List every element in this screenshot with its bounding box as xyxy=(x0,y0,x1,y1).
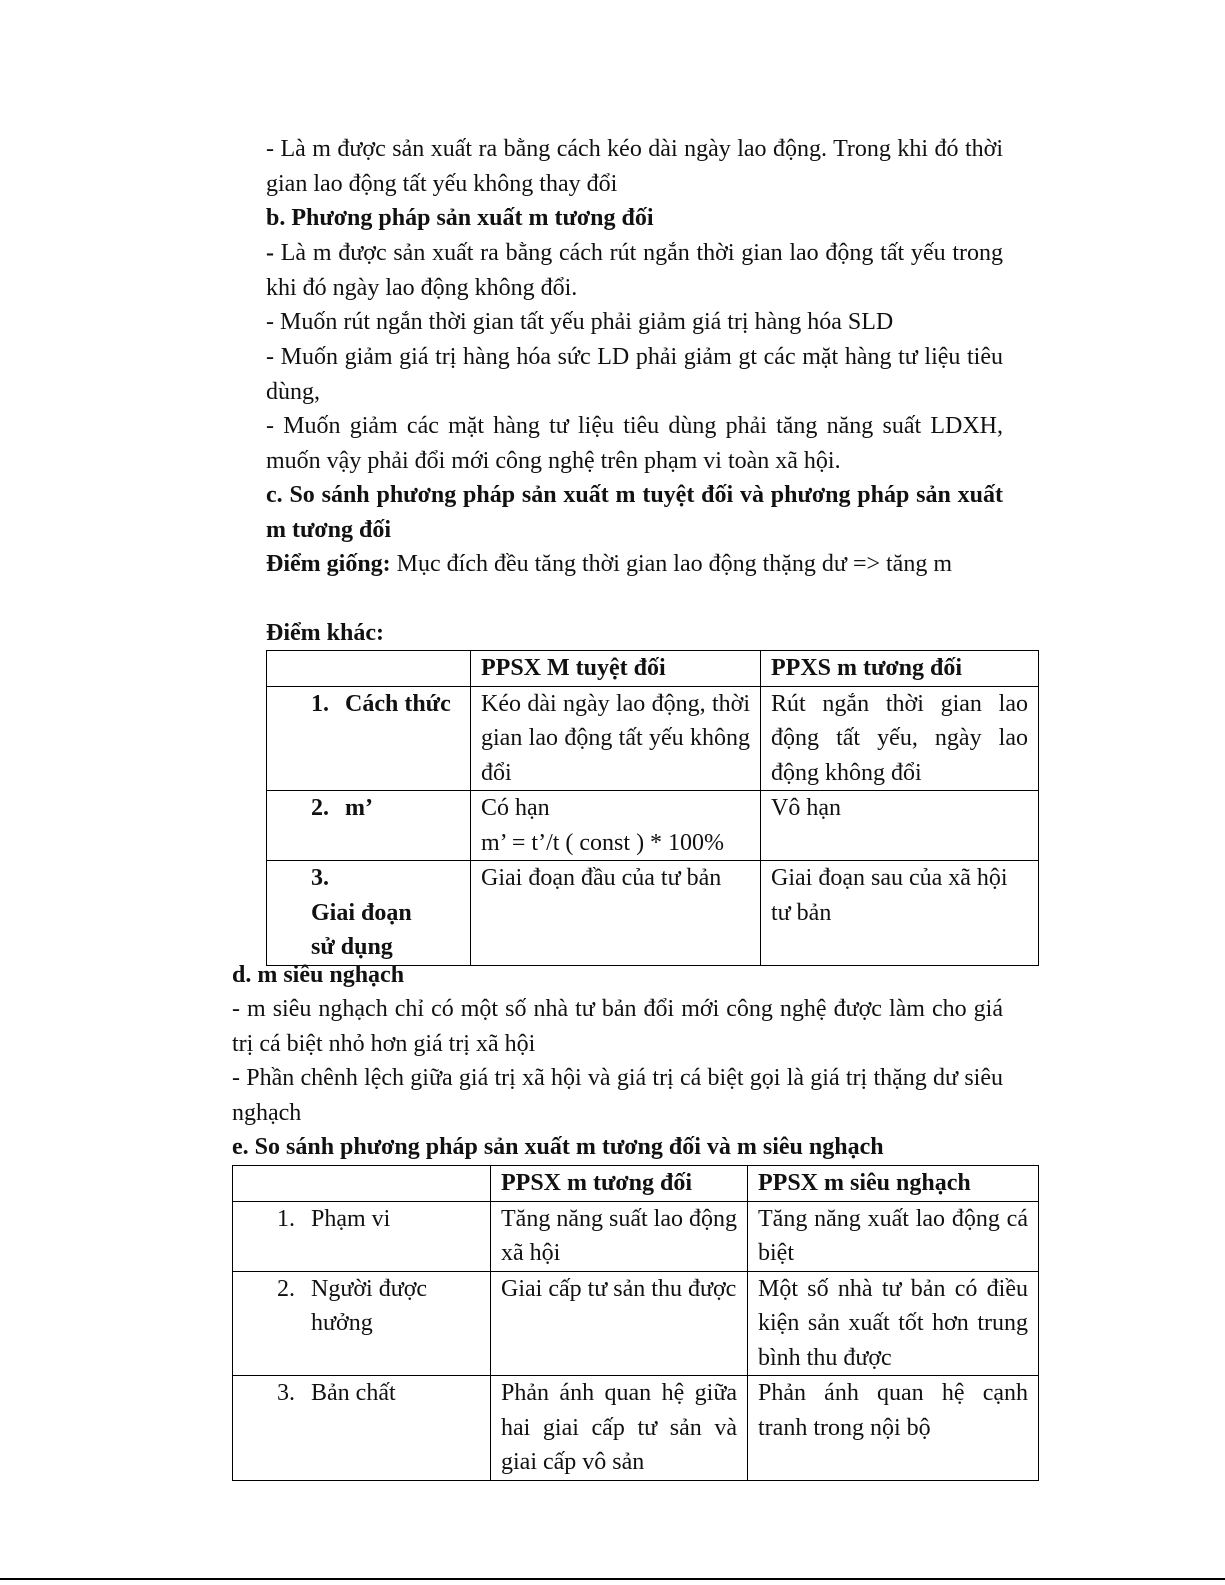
heading-b-text: b. Phương pháp sản xuất m tương đối xyxy=(266,205,654,231)
table-header-cell: PPSX M tuyệt đối xyxy=(471,651,761,687)
paragraph-shorten-time xyxy=(266,305,1006,340)
table-header-row xyxy=(233,1166,1039,1202)
table-cell: Tăng năng xuất lao động cá biệt xyxy=(748,1201,1039,1271)
row-label: m’ xyxy=(345,795,373,821)
heading-e-text: e. So sánh phương pháp sản xuất m tương đối và m siêu nghạch xyxy=(232,1134,884,1160)
table-header-cell: PPSX m siêu nghạch xyxy=(748,1166,1039,1202)
row-label: Người được hưởng xyxy=(311,1275,428,1336)
paragraph-relative-m xyxy=(266,236,1003,305)
row-number: 3. xyxy=(311,865,329,891)
row-number: 1. xyxy=(311,690,329,717)
similarity-label: Điểm giống: xyxy=(266,551,391,577)
comparison-table-relative-super xyxy=(232,1165,1039,1481)
table-header-cell: PPSX m tương đối xyxy=(491,1166,748,1202)
row-number: 2. xyxy=(277,1275,295,1302)
table-cell: Giai đoạn sau của xã hội tư bản xyxy=(761,861,1039,966)
table-cell: Giai đoạn đầu của tư bản xyxy=(471,861,761,966)
table-row xyxy=(233,1376,1039,1481)
heading-c xyxy=(266,478,1003,547)
row-label-cell xyxy=(267,861,471,966)
table-cell: Phản ánh quan hệ cạnh tranh trong nội bộ xyxy=(748,1376,1039,1481)
bold-dash: - xyxy=(266,240,274,266)
row-label-cell xyxy=(233,1201,491,1271)
table-cell: Giai cấp tư sản thu được xyxy=(491,1271,748,1376)
paragraph-text: Là m được sản xuất ra bằng cách rút ngắn thời gian lao động tất yếu trong khi đó ngày lao động không đổi. xyxy=(266,240,1003,301)
table-row xyxy=(233,1271,1039,1376)
paragraph-raise-productivity xyxy=(266,409,1003,478)
row-number: 1. xyxy=(277,1205,295,1232)
table-cell: Rút ngắn thời gian lao động tất yếu, ngày lao động không đổi xyxy=(761,686,1039,791)
table-row xyxy=(267,791,1039,861)
heading-c-text: c. So sánh phương pháp sản xuất m tuyệt đối và phương pháp sản xuất m tương đối xyxy=(266,482,1003,543)
row-label: Phạm vi xyxy=(311,1205,391,1232)
row-label-cell xyxy=(233,1376,491,1481)
similarity-text: Mục đích đều tăng thời gian lao động thặng dư => tăng m xyxy=(390,551,952,577)
paragraph-text: - Muốn giảm các mặt hàng tư liệu tiêu dùng phải tăng năng suất LDXH, muốn vậy phải đổi mới công nghệ trên phạm vi toàn xã hội. xyxy=(266,413,1003,474)
paragraph-text: - Phần chênh lệch giữa giá trị xã hội và giá trị cá biệt gọi là giá trị thặng dư siêu nghạch xyxy=(232,1065,1003,1126)
table-header-cell xyxy=(267,651,471,687)
row-number: 3. xyxy=(277,1380,295,1406)
table-row xyxy=(267,861,1039,966)
paragraph-similarity xyxy=(266,547,1003,582)
table-cell: Tăng năng suất lao động xã hội xyxy=(491,1201,748,1271)
row-label: Cách thức xyxy=(345,690,451,717)
table-cell: Kéo dài ngày lao động, thời gian lao động tất yếu không đổi xyxy=(471,686,761,791)
difference-label xyxy=(266,616,566,651)
row-label-cell xyxy=(267,791,471,861)
heading-d-text: d. m siêu nghạch xyxy=(232,962,405,988)
cell-line: Có hạn xyxy=(481,795,550,821)
table-row xyxy=(233,1201,1039,1271)
comparison-table-absolute-relative xyxy=(266,650,1039,966)
heading-b xyxy=(266,201,1006,236)
row-label: Bản chất xyxy=(311,1380,396,1406)
heading-e xyxy=(232,1130,1032,1165)
table-header-row xyxy=(267,651,1039,687)
paragraph-text: - Là m được sản xuất ra bằng cách kéo dài ngày lao động. Trong khi đó thời gian lao động tất yếu không thay đổi xyxy=(266,136,1003,197)
table-header-cell xyxy=(233,1166,491,1202)
paragraph-text: - m siêu nghạch chỉ có một số nhà tư bản đổi mới công nghệ được làm cho giá trị cá biệt nhỏ hơn giá trị xã hội xyxy=(232,996,1003,1057)
heading-d xyxy=(232,958,932,993)
paragraph-text: - Muốn giảm giá trị hàng hóa sức LD phải giảm gt các mặt hàng tư liệu tiêu dùng, xyxy=(266,344,1003,405)
table-cell xyxy=(471,791,761,861)
row-label: Giai đoạn sử dụng xyxy=(311,899,412,960)
table-cell: Phản ánh quan hệ giữa hai giai cấp tư sản và giai cấp vô sản xyxy=(491,1376,748,1481)
paragraph-text: - Muốn rút ngắn thời gian tất yếu phải giảm giá trị hàng hóa SLD xyxy=(266,309,894,335)
page-bottom-rule xyxy=(0,1578,1225,1580)
paragraph-super-profit xyxy=(232,992,1003,1061)
row-number: 2. xyxy=(311,795,329,821)
table-cell: Vô hạn xyxy=(761,791,1039,861)
row-label-cell xyxy=(233,1271,491,1376)
table-header-cell: PPXS m tương đối xyxy=(761,651,1039,687)
paragraph-reduce-labor-value xyxy=(266,340,1003,409)
formula-line: m’ = t’/t ( const ) * 100% xyxy=(481,829,725,856)
paragraph-difference-value xyxy=(232,1061,1003,1130)
table-row xyxy=(267,686,1039,791)
difference-label-text: Điểm khác: xyxy=(266,620,384,646)
paragraph-extend-working-day xyxy=(266,132,1003,201)
row-label-cell xyxy=(267,686,471,791)
table-cell: Một số nhà tư bản có điều kiện sản xuất tốt hơn trung bình thu được xyxy=(748,1271,1039,1376)
